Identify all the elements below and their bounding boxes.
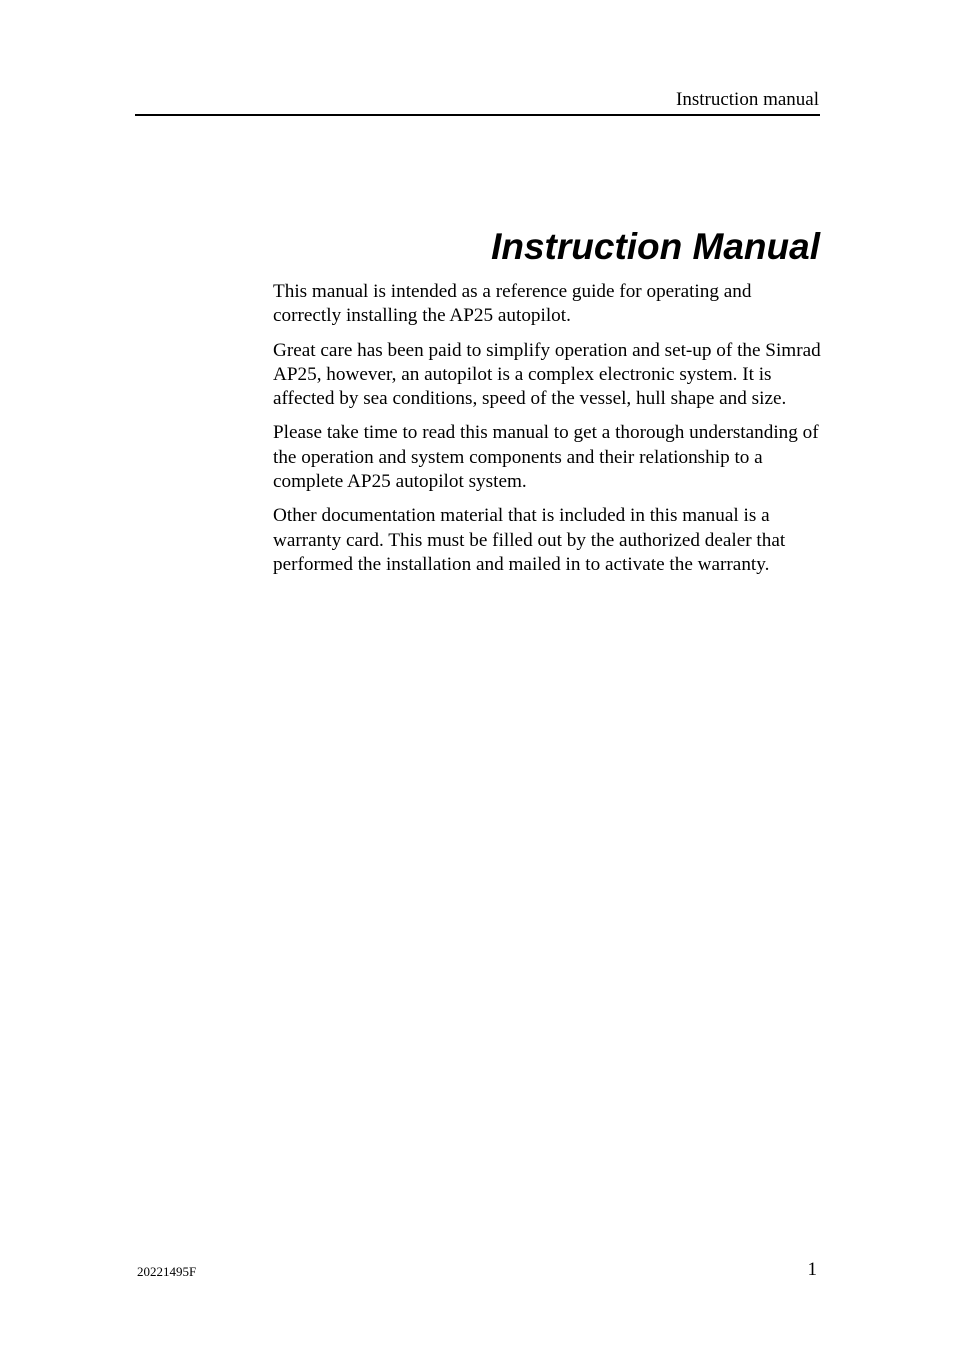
page-title: Instruction Manual (491, 226, 820, 267)
running-header: Instruction manual (676, 89, 819, 110)
paragraph-warranty: Other documentation material that is included in this manual is a warranty card. This must be filled out by the authorized dealer that performed the installation and mailed in to activate the warranty. (273, 505, 786, 575)
document-code: 20221495F (137, 1264, 197, 1279)
page-number: 1 (807, 1259, 817, 1280)
paragraph-complexity: Great care has been paid to simplify operation and set-up of the Simrad AP25, however, an autopilot is a complex electronic system. It is affected by sea conditions, speed of the vessel, hull shape and size. (273, 339, 821, 410)
header-divider (135, 114, 820, 116)
body-text (273, 280, 823, 587)
paragraph-purpose: This manual is intended as a reference guide for operating and correctly installing the AP25 autopilot. (273, 281, 752, 327)
paragraph-read-manual: Please take time to read this manual to get a thorough understanding of the operation and system components and their relationship to a complete AP25 autopilot system. (273, 422, 819, 493)
